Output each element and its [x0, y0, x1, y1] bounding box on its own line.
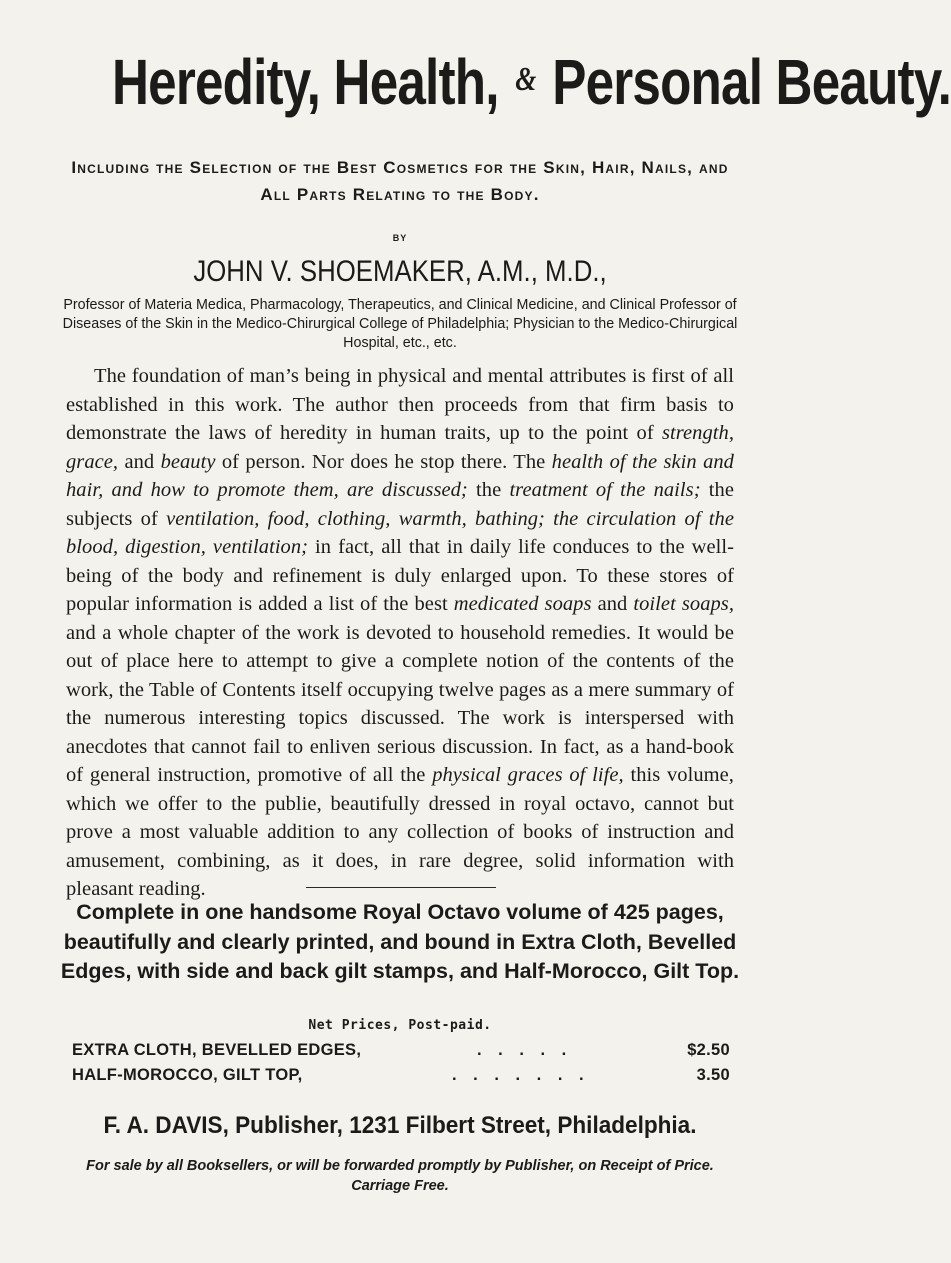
- author-credentials: Professor of Materia Medica, Pharmacology, Therapeutics, and Clinical Medicine, and Clinical Professor of Diseases of the Skin in the Medico-Chirurgical College of Philadelphia; Physician to the Medico-Chirurgical Hospital, etc., etc.: [62, 297, 738, 351]
- divider: [306, 887, 496, 888]
- body-italic-3: health of the skin and hair, and how to promote them, are discussed;: [66, 450, 734, 501]
- author-name: JOHN V. SHOEMAKER, A.M., M.D.,: [193, 255, 607, 288]
- publisher-note: For sale by all Booksellers, or will be forwarded promptly by Publisher, on Receipt of Price. Carriage Free.: [86, 1158, 714, 1194]
- by-label: BY: [392, 233, 408, 243]
- body-text-8: and a whole chapter of the work is devoted to household remedies. It would be out of place here to attempt to give a complete notion of the contents of the work, the Table of Contents itself occupying twelve pages as a mere summary of the numerous interesting topics discussed. The work is interspersed with anecdotes that cannot fail to enliven serious discussion. In fact, as a hand-book of general instruction, promotive of all the: [66, 621, 734, 786]
- title-part-1: Heredity, Health,: [112, 46, 499, 118]
- subtitle: Including the Selection of the Best Cosmetics for the Skin, Hair, Nails, and All Parts Relating to the Body.: [71, 158, 729, 204]
- body-text-5: the subjects of: [66, 479, 734, 530]
- description-paragraph: [66, 362, 734, 904]
- body-text-6: in fact, all that in daily life conduces to the well-being of the body and refinement is duly enlarged upon. To these stores of popular information is added a list of the best: [66, 536, 734, 615]
- body-italic-5: ventilation, food, clothing, warmth, bathing; the circulation of the blood, digestion, ventilation;: [66, 507, 734, 558]
- price-row-cloth: [72, 1041, 730, 1065]
- title-ampersand: &: [515, 61, 536, 98]
- body-italic-7: toilet soaps,: [633, 593, 735, 615]
- price-amount: 3.50: [696, 1066, 730, 1084]
- body-italic-2: beauty: [160, 450, 216, 473]
- body-text-4: the: [467, 479, 510, 501]
- volume-description: Complete in one handsome Royal Octavo volume of 425 pages, beautifully and clearly printed, and bound in Extra Cloth, Bevelled Edges, with side and back gilt stamps, and Half-Morocco, Gilt Top.: [60, 900, 740, 983]
- price-amount: $2.50: [687, 1041, 730, 1059]
- price-leader-dots: . . . . . . .: [452, 1066, 590, 1084]
- price-label: EXTRA CLOTH, BEVELLED EDGES,: [72, 1041, 362, 1059]
- body-italic-8: physical graces of life,: [432, 764, 624, 786]
- title-part-2: Personal Beauty.: [552, 46, 951, 118]
- price-row-morocco: [72, 1066, 730, 1090]
- body-text-3: of person. Nor does he stop there. The: [215, 450, 552, 473]
- price-label: HALF-MOROCCO, GILT TOP,: [72, 1066, 303, 1084]
- body-text-9: this volume, which we offer to the publie, beautifully dressed in royal octavo, cannot but prove a most valuable addition to any collection of books of instruction and amusement, combining, as it does, in rare degree, solid information with pleasant reading.: [66, 764, 734, 900]
- body-text-1: The foundation of man’s being in physical and mental attributes is first of all established in this work. The author then proceeds from that firm basis to demonstrate the laws of heredity in human traits, up to the point of: [66, 365, 734, 444]
- price-leader-dots: . . . . .: [477, 1041, 573, 1059]
- body-text-2: and: [118, 450, 161, 473]
- body-text-7: and: [591, 593, 634, 615]
- net-prices-heading: Net Prices, Post-paid.: [308, 1018, 492, 1033]
- body-italic-4: treatment of the nails;: [509, 479, 701, 501]
- body-italic-6: medicated soaps: [453, 593, 592, 615]
- page-title: [112, 38, 951, 124]
- body-italic-1: strength, grace,: [66, 422, 734, 473]
- publisher-line: F. A. DAVIS, Publisher, 1231 Filbert Street, Philadelphia.: [103, 1112, 697, 1139]
